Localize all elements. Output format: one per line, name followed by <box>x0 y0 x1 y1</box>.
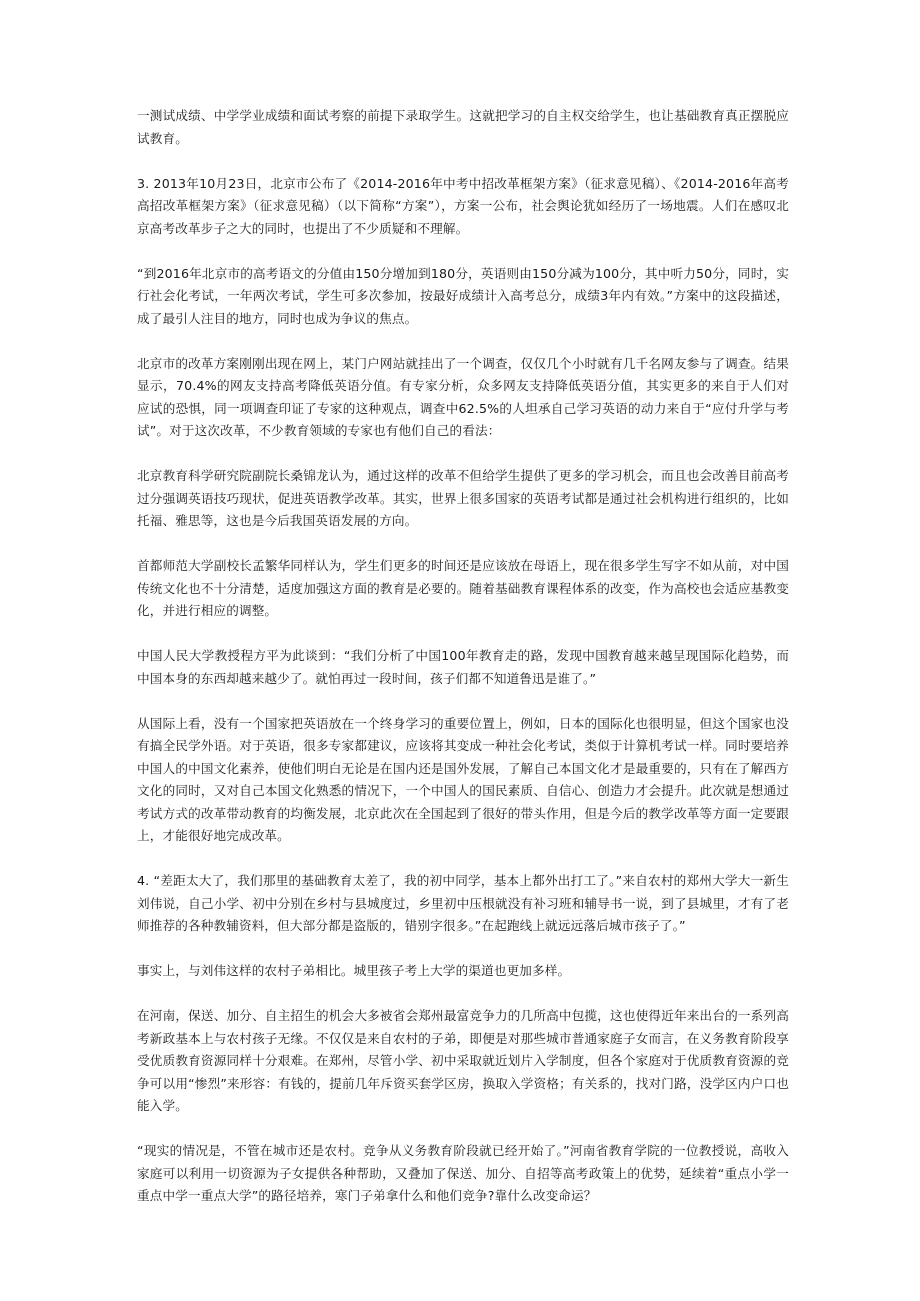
paragraph-12: “现实的情况是，不管在城市还是农村。竞争从义务教育阶段就已经开始了。”河南省教育学院的一位教授说，高收入家庭可以利用一切资源为子女提供各种帮助，又叠加了保送、加分、自招等高考政策上的优势，延续着“重点小学一重点中学一重点大学”的路径培养，寒门子弟拿什么和他们竞争?靠什么改变命运？ <box>137 1143 789 1203</box>
paragraph-2: 3. 2013年10月23日，北京市公布了《2014-2016年中考中招改革框架方案》（征求意见稿）、《2014-2016年高考高招改革框架方案》（征求意见稿）（以下简称“方案”），方案一公布，社会舆论犹如经历了一场地震。人们在感叹北京高考改革步子之大的同时，也提出了不少质疑和不理解。 <box>137 175 789 236</box>
paragraph-10: 事实上，与刘伟这样的农村子弟相比。城里孩子考上大学的渠道也更加多样。 <box>137 963 571 978</box>
paragraph-5: 北京教育科学研究院副院长桑锦龙认为，通过这样的改革不但给学生提供了更多的学习机会，而且也会改善目前高考过分强调英语技巧现状，促进英语教学改革。其实，世界上很多国家的英语考试都是通过社会机构进行组织的，比如托福、雅思等，这也是今后我国英语发展的方向。 <box>137 468 789 528</box>
paragraph-3: “到2016年北京市的高考语文的分值由150分增加到180分，英语则由150分减为100分，其中听力50分，同时，实行社会化考试，一年两次考试，学生可多次参加，按最好成绩计入高考总分，成绩3年内有效。”方案中的这段描述，成了最引人注目的地方，同时也成为争议的焦点。 <box>137 265 789 326</box>
article-body <box>137 105 789 1208</box>
paragraph-11: 在河南，保送、加分、自主招生的机会大多被省会郑州最富竞争力的几所高中包揽，这也使得近年来出台的一系列高考新政基本上与农村孩子无缘。不仅仅是来自农村的子弟，即便是对那些城市普通家庭子女而言，在义务教育阶段享受优质教育资源同样十分艰难。在郑州，尽管小学、初中采取就近划片入学制度，但各个家庭对于优质教育资源的竞争可以用“惨烈”来形容：有钱的，提前几年斥资买套学区房，换取入学资格；有关系的，找对门路，没学区内户口也能入学。 <box>137 1008 789 1113</box>
paragraph-7: 中国人民大学教授程方平为此谈到：“我们分析了中国100年教育走的路，发现中国教育越来越呈现国际化趋势，而中国本身的东西却越来越少了。就怕再过一段时间，孩子们都不知道鲁迅是谁了。” <box>137 648 789 686</box>
paragraph-6: 首都师范大学副校长孟繁华同样认为，学生们更多的时间还是应该放在母语上，现在很多学生写字不如从前，对中国传统文化也不十分清楚，适度加强这方面的教育是必要的。随着基础教育课程体系的改变，作为高校也会适应基教变化，并进行相应的调整。 <box>137 558 789 618</box>
paragraph-8: 从国际上看，没有一个国家把英语放在一个终身学习的重要位置上，例如，日本的国际化也很明显，但这个国家也没有搞全民学外语。对于英语，很多专家都建议，应该将其变成一种社会化考试，类似于计算机考试一样。同时要培养中国人的中国文化素养，使他们明白无论是在国内还是国外发展，了解自己本国文化才是最重要的，只有在了解西方文化的同时，又对自己本国文化熟悉的情况下，一个中国人的国民素质、自信心、创造力才会提升。此次就是想通过考试方式的改革带动教育的均衡发展，北京此次在全国起到了很好的带头作用，但是今后的教学改革等方面一定要跟上，才能很好地完成改革。 <box>137 715 789 843</box>
paragraph-9: 4. “差距太大了，我们那里的基础教育太差了，我的初中同学，基本上都外出打工了。”来自农村的郑州大学大一新生刘伟说，自己小学、初中分别在乡村与县城度过，乡里初中压根就没有补习班和辅导书一说，到了县城里，才有了老师推荐的各种教辅资料，但大部分都是盗版的，错别字很多。”在起跑线上就远远落后城市孩子了。” <box>137 873 789 933</box>
paragraph-1: 一测试成绩、中学学业成绩和面试考察的前提下录取学生。这就把学习的自主权交给学生，也让基础教育真正摆脱应试教育。 <box>137 108 789 146</box>
paragraph-4: 北京市的改革方案刚刚出现在网上，某门户网站就挂出了一个调查，仅仅几个小时就有几千名网友参与了调查。结果显示，70.4%的网友支持高考降低英语分值。有专家分析，众多网友支持降低英语分值，其实更多的来自于人们对应试的恐惧，同一项调查印证了专家的这种观点，调查中62.5%的人坦承自己学习英语的动力来自于“应付升学与考试”。对于这次改革，不少教育领域的专家也有他们自己的看法： <box>137 355 789 438</box>
